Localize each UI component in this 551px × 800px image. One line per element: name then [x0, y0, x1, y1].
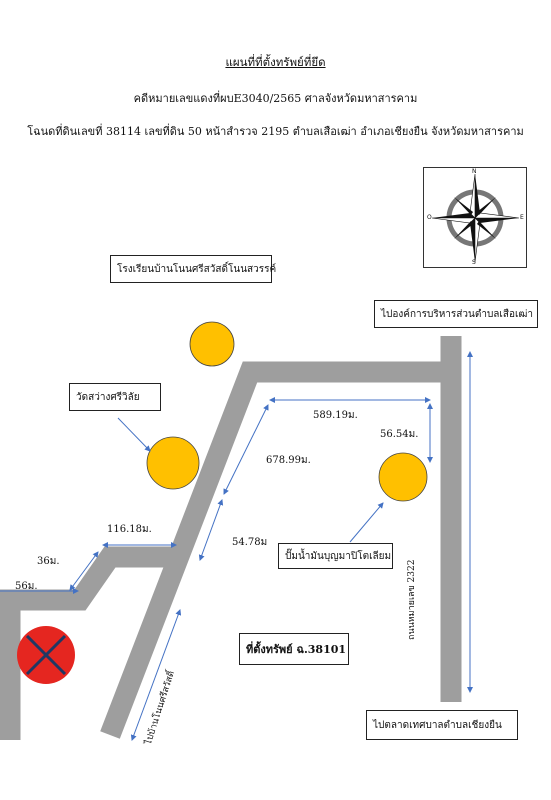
distance-54-78: 54.78ม	[232, 537, 268, 548]
temple-marker	[147, 437, 199, 489]
deed-details: โฉนดที่ดินเลขที่ 38114 เลขที่ดิน 50 หน้าสำรวจ 2195 ตำบลเสือเฒ่า อำเภอเชียงยืน จังหวัดมหาสารคาม	[27, 125, 524, 138]
school-label: โรงเรียนบ้านโนนศรีสวัสดิ์โนนสวรรค์	[110, 255, 272, 283]
compass-s: S	[472, 259, 476, 266]
compass-e: E	[520, 214, 524, 221]
compass-n: N	[472, 168, 477, 175]
school-marker	[190, 322, 234, 366]
gas-leader	[350, 503, 383, 542]
gas-station-marker	[379, 453, 427, 501]
property-label: ที่ตั้งทรัพย์ ฉ.38101	[239, 633, 349, 665]
distance-56: 56ม.	[15, 581, 38, 592]
sao-office-label: ไปองค์การบริหารส่วนตำบลเสือเฒ่า	[374, 300, 538, 328]
map-title: แผนที่ที่ตั้งทรัพย์ที่ยึด	[225, 55, 326, 69]
compass-icon	[424, 168, 526, 267]
distance-36: 36ม.	[37, 556, 60, 567]
distance-116: 116.18ม.	[107, 524, 152, 535]
temple-leader	[118, 418, 150, 451]
case-number: คดีหมายเลขแดงที่ผบE3040/2565 ศาลจังหวัดมหาสารคาม	[133, 92, 418, 105]
property-marker	[17, 626, 75, 684]
temple-label: วัดสว่างศรีวิลัย	[69, 383, 161, 411]
distance-678: 678.99ม.	[266, 455, 311, 466]
compass-rose	[423, 167, 527, 268]
compass-w: O	[427, 214, 432, 221]
distance-56-54: 56.54ม.	[380, 429, 419, 440]
distance-589: 589.19ม.	[313, 410, 358, 421]
village-road-label: ไปบ้านโนนศรีสวัสดิ์	[143, 669, 178, 747]
roads	[0, 336, 451, 740]
municipality-label: ไปตลาดเทศบาลตำบลเชียงยืน	[366, 710, 518, 740]
highway-label: ถนนหมายเลข 2322	[407, 559, 417, 640]
gas-station-label: ปั๊มน้ำมันบุญมาปิโตเลียม	[278, 543, 393, 569]
